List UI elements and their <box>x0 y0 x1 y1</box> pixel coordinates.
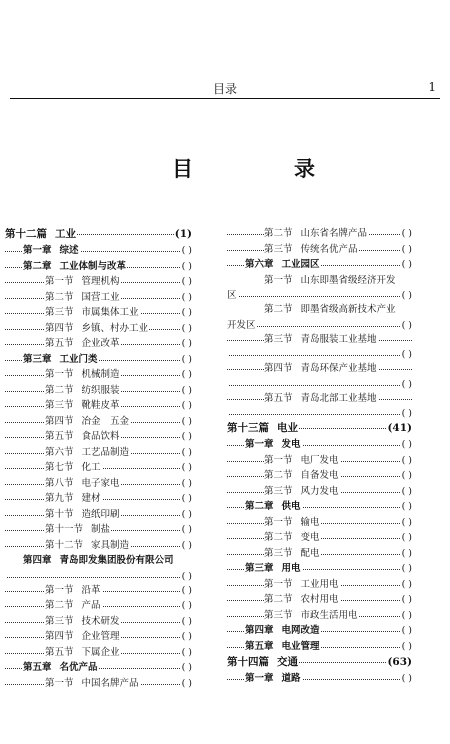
toc-entry[interactable] <box>5 274 192 290</box>
toc-entry-number: 第四节 <box>45 322 74 334</box>
toc-entry-page: ( ) <box>401 639 412 655</box>
toc-entry-number: 第三节 <box>45 400 74 411</box>
toc-entry-number: 第二节 <box>264 470 293 481</box>
toc-entry-number: 第二节 <box>45 600 74 611</box>
toc-entry-label <box>264 594 340 605</box>
toc-entry-label <box>45 338 121 349</box>
toc-entry-number: 第二节 <box>45 384 74 396</box>
toc-entry-label <box>5 228 77 240</box>
toc-entry-title: 靴鞋皮革 <box>81 400 120 411</box>
toc-entry-number: 第五章 <box>23 662 52 673</box>
toc-entry[interactable] <box>5 491 192 507</box>
toc-entry-label <box>264 363 378 374</box>
toc-entry-number: 第三节 <box>264 243 293 255</box>
toc-entry-number: 第五节 <box>264 392 293 404</box>
toc-entry-number: 第四节 <box>45 631 74 642</box>
toc-entry[interactable] <box>5 398 192 414</box>
toc-entry-title: 企业改革 <box>81 338 120 349</box>
running-header <box>10 80 440 99</box>
toc-entry-label <box>245 439 302 450</box>
toc-entry-number: 第一章 <box>23 245 52 256</box>
toc-entry[interactable] <box>227 671 412 687</box>
toc-title: 目 录 <box>172 157 355 181</box>
toc-entry-number: 第一章 <box>245 439 274 450</box>
toc-entry[interactable] <box>5 290 192 306</box>
toc-entry-title: 市政生活用电 <box>300 609 358 621</box>
toc-entry-label <box>45 616 121 627</box>
toc-entry[interactable] <box>227 468 412 484</box>
toc-entry-number: 第五节 <box>45 646 74 658</box>
toc-entry-number: 第五节 <box>45 338 74 349</box>
toc-entry[interactable] <box>227 515 412 531</box>
toc-entry-page: ( ) <box>181 507 192 523</box>
toc-right-column <box>227 226 412 687</box>
toc-entry-title: 工业园区 <box>281 259 320 270</box>
toc-entry[interactable] <box>227 592 412 608</box>
toc-entry-page: ( ) <box>181 290 192 306</box>
toc-entry-title: 配电 <box>300 547 320 559</box>
toc-entry-number: 第九节 <box>45 493 74 504</box>
toc-entry-page: ( ) <box>401 484 412 500</box>
toc-entry-label <box>264 304 397 315</box>
toc-entry[interactable] <box>5 321 192 337</box>
toc-entry-label <box>23 555 175 566</box>
toc-entry-title: 工业用电 <box>300 578 339 590</box>
toc-entry-page: ( ) <box>181 538 192 554</box>
toc-entry-title: 名优产品 <box>59 662 98 673</box>
toc-entry-number: 第三章 <box>245 563 274 574</box>
toc-entry[interactable] <box>227 347 412 361</box>
toc-entry-page: (1) <box>174 226 192 243</box>
toc-entry[interactable] <box>5 429 192 445</box>
toc-entry-page: ( ) <box>181 367 192 383</box>
toc-entry[interactable] <box>5 522 192 538</box>
toc-entry-title: 青岛北部工业基地 <box>300 392 377 404</box>
toc-entry-title: 电业管理 <box>281 640 320 652</box>
toc-entry-page: ( ) <box>181 476 192 492</box>
toc-entry-label <box>45 447 130 458</box>
toc-entry[interactable] <box>227 226 412 242</box>
toc-entry-page: ( ) <box>401 257 412 273</box>
toc-entry-page: ( ) <box>181 522 192 538</box>
toc-entry-label <box>45 307 140 318</box>
toc-entry-page: ( ) <box>401 453 412 469</box>
toc-entry-label <box>23 261 127 272</box>
toc-entry-number: 第十二篇 <box>5 228 47 240</box>
toc-entry-title: 工业门类 <box>59 353 98 365</box>
toc-entry[interactable] <box>5 507 192 523</box>
toc-entry-label <box>264 610 359 621</box>
toc-entry[interactable] <box>227 530 412 546</box>
toc-entry-page: ( ) <box>181 598 192 614</box>
toc-entry-title: 化工 <box>81 462 101 473</box>
toc-entry-title: 技术研发 <box>81 615 120 627</box>
toc-entry[interactable] <box>5 583 192 599</box>
toc-entry-title: 山东即墨省级经济开发 <box>300 274 396 286</box>
toc-entry[interactable] <box>5 243 192 259</box>
toc-entry-number: 第二章 <box>245 501 274 512</box>
toc-entry-label <box>264 579 340 590</box>
toc-entry-page: ( ) <box>401 530 412 546</box>
toc-entry-label <box>264 228 368 239</box>
toc-entry-page: ( ) <box>181 321 192 337</box>
toc-entry[interactable] <box>5 226 192 243</box>
toc-entry[interactable] <box>227 391 412 407</box>
toc-entry-page: ( ) <box>401 515 412 531</box>
toc-entry-number: 第一节 <box>45 276 74 287</box>
toc-entry-label <box>45 647 121 658</box>
toc-entry[interactable] <box>227 499 412 515</box>
toc-entry-label <box>5 571 6 582</box>
toc-entry-label <box>264 393 378 404</box>
toc-entry-label <box>45 540 130 551</box>
toc-entry-page: ( ) <box>401 318 412 334</box>
toc-entry[interactable] <box>227 608 412 624</box>
toc-entry-label <box>45 276 121 287</box>
toc-entry-title: 造纸印刷 <box>81 508 120 520</box>
toc-entry-number: 第十一节 <box>45 524 84 535</box>
toc-entry-number: 第三节 <box>45 615 74 627</box>
toc-entry-number: 第十节 <box>45 508 74 520</box>
toc-entry-number: 第二节 <box>45 291 74 303</box>
toc-entry-label <box>45 431 121 442</box>
toc-entry-number: 第一节 <box>45 369 74 380</box>
toc-entry-number: 第一节 <box>45 677 74 689</box>
toc-entry-label <box>264 517 321 528</box>
toc-entry[interactable] <box>5 259 192 275</box>
toc-entry-number: 第三节 <box>264 333 293 345</box>
toc-entry-number: 第二章 <box>23 260 52 272</box>
toc-entry[interactable] <box>227 654 412 671</box>
toc-entry-title: 中国名牌产品 <box>81 677 139 689</box>
toc-entry-page: ( ) <box>181 383 192 399</box>
toc-entry-title: 综述 <box>59 245 79 256</box>
toc-entry-number: 第二节 <box>264 532 293 543</box>
toc-entry-title: 区 <box>227 290 237 301</box>
toc-entry[interactable] <box>5 445 192 461</box>
toc-entry-number: 第六节 <box>45 446 74 458</box>
toc-entry-number: 第四节 <box>45 415 74 427</box>
toc-entry[interactable] <box>5 476 192 492</box>
toc-entry[interactable] <box>5 336 192 352</box>
toc-entry-title: 产品 <box>81 600 101 611</box>
toc-entry-title: 纺织服装 <box>81 384 120 396</box>
toc-entry-page: ( ) <box>401 623 412 639</box>
toc-entry-page: ( ) <box>401 561 412 577</box>
toc-entry-label <box>23 354 99 365</box>
toc-entry-number: 第十三篇 <box>227 422 269 434</box>
toc-entry-title: 工艺品制造 <box>81 446 130 458</box>
toc-entry-label <box>45 323 149 334</box>
toc-entry-number: 第三章 <box>23 353 52 365</box>
toc-entry[interactable] <box>227 453 412 469</box>
toc-entry-page: ( ) <box>401 499 412 515</box>
toc-entry-page: ( ) <box>401 592 412 608</box>
toc-entry-page: ( ) <box>401 608 412 624</box>
toc-entry[interactable] <box>227 437 412 453</box>
toc-entry[interactable] <box>227 561 412 577</box>
toc-entry-page: ( ) <box>181 460 192 476</box>
toc-entry-title: 国营工业 <box>81 291 120 303</box>
toc-entry-title: 家具制造 <box>91 539 130 551</box>
toc-entry-label <box>45 585 102 596</box>
toc-entry-label <box>227 379 228 390</box>
toc-entry-page: ( ) <box>181 676 192 692</box>
toc-entry-page: ( ) <box>181 491 192 507</box>
toc-entry-label <box>45 524 111 535</box>
toc-entry-label <box>45 400 121 411</box>
toc-entry-page: ( ) <box>181 336 192 352</box>
toc-entry[interactable] <box>227 484 412 500</box>
toc-entry-number: 第五节 <box>45 431 74 442</box>
toc-entry-number: 第三节 <box>264 485 293 497</box>
toc-entry-label <box>264 486 340 497</box>
toc-entry-page: ( ) <box>181 352 192 368</box>
toc-entry-label <box>227 422 299 434</box>
toc-entry-title: 风力发电 <box>300 485 339 497</box>
toc-entry[interactable] <box>5 645 192 661</box>
toc-entry-title: 用电 <box>281 563 301 574</box>
toc-entry-label <box>45 678 140 689</box>
toc-entry-title: 发电 <box>281 439 301 450</box>
toc-entry-label <box>227 408 228 419</box>
toc-entry-number: 第六章 <box>245 259 274 270</box>
toc-entry-title: 市属集体工业 <box>81 307 139 318</box>
toc-entry-label <box>23 662 99 673</box>
toc-entry-number: 第一节 <box>264 578 293 590</box>
toc-entry-page: ( ) <box>401 437 412 453</box>
toc-entry-number: 第七节 <box>45 462 74 473</box>
toc-entry[interactable] <box>5 414 192 430</box>
toc-entry[interactable] <box>5 538 192 554</box>
toc-entry-title: 制盐 <box>91 524 111 535</box>
toc-entry-label <box>45 631 121 642</box>
toc-entry-title: 交通 <box>277 656 298 668</box>
toc-entry-label <box>45 462 102 473</box>
toc-entry-title: 食品饮料 <box>81 431 120 442</box>
toc-entry-page: ( ) <box>181 660 192 676</box>
toc-entry-number: 第二节 <box>264 594 293 605</box>
toc-entry-title: 电业 <box>277 422 298 434</box>
toc-entry-label <box>227 320 257 331</box>
toc-entry-page: ( ) <box>181 645 192 661</box>
toc-entry-number: 第四节 <box>264 363 293 374</box>
toc-entry-title: 下属企业 <box>81 646 120 658</box>
toc-entry[interactable] <box>5 660 192 676</box>
toc-entry[interactable] <box>227 318 412 332</box>
toc-entry[interactable] <box>227 332 412 348</box>
toc-entry[interactable] <box>227 302 412 318</box>
toc-entry-label <box>45 600 102 611</box>
toc-entry-label <box>45 292 121 303</box>
toc-entry[interactable] <box>227 242 412 258</box>
toc-entry-page: ( ) <box>181 274 192 290</box>
toc-entry[interactable] <box>227 546 412 562</box>
toc-entry-number: 第一节 <box>264 454 293 466</box>
toc-entry-page: ( ) <box>401 288 412 304</box>
toc-entry[interactable] <box>5 352 192 368</box>
toc-entry-page: ( ) <box>401 377 412 393</box>
toc-entry-number: 第三节 <box>264 547 293 559</box>
toc-entry-title: 青岛环保产业基地 <box>300 363 377 374</box>
toc-entry-label <box>264 548 321 559</box>
toc-entry-title: 电厂发电 <box>300 454 339 466</box>
toc-entry-page: ( ) <box>401 468 412 484</box>
toc-entry-title: 电网改造 <box>281 625 320 636</box>
toc-entry[interactable] <box>227 420 412 437</box>
toc-entry-title: 电子家电 <box>81 477 120 489</box>
toc-entry[interactable] <box>5 367 192 383</box>
toc-entry[interactable] <box>5 676 192 692</box>
toc-entry[interactable] <box>5 460 192 476</box>
toc-entry-number: 第一节 <box>45 584 74 596</box>
toc-entry[interactable] <box>5 614 192 630</box>
toc-entry-page: ( ) <box>401 406 412 422</box>
toc-entry-number: 第八节 <box>45 477 74 489</box>
toc-entry-page: ( ) <box>401 242 412 258</box>
toc-entry-title: 机械制造 <box>81 369 120 380</box>
toc-entry[interactable] <box>5 598 192 614</box>
toc-entry-page: ( ) <box>181 445 192 461</box>
toc-entry[interactable] <box>5 305 192 321</box>
toc-entry-title: 乡镇、村办工业 <box>81 322 149 334</box>
toc-entry[interactable] <box>227 257 412 273</box>
toc-entry[interactable] <box>227 288 412 302</box>
toc-entry-label <box>264 334 378 345</box>
toc-entry-number: 第一节 <box>264 274 293 286</box>
toc-entry-label <box>264 275 397 286</box>
header-title: 目录 <box>212 82 237 96</box>
toc-entry-label <box>227 290 238 301</box>
toc-entry-page: ( ) <box>401 577 412 593</box>
toc-entry-title: 企业管理 <box>81 631 120 642</box>
toc-entry-title: 变电 <box>300 532 320 543</box>
toc-entry-number: 第四章 <box>245 625 274 636</box>
toc-entry[interactable] <box>227 377 412 391</box>
toc-entry-label <box>245 625 321 636</box>
toc-entry-label <box>264 244 359 255</box>
toc-entry-title: 冶金 五金 <box>81 415 130 427</box>
toc-entry-page: ( ) <box>181 569 192 585</box>
toc-entry-title: 输电 <box>300 516 320 528</box>
toc-entry-label <box>264 455 340 466</box>
toc-entry-label <box>23 245 80 256</box>
toc-entry-title: 工业体制与改革 <box>59 260 127 272</box>
toc-entry-title: 道路 <box>281 673 301 684</box>
toc-entry[interactable] <box>227 577 412 593</box>
toc-entry-title: 青岛服装工业基地 <box>300 333 377 345</box>
toc-entry-label <box>45 385 121 396</box>
toc-entry-label <box>45 478 121 489</box>
toc-entry-page: ( ) <box>181 629 192 645</box>
toc-entry-title: 沿革 <box>81 584 101 596</box>
toc-entry-number: 第二节 <box>264 228 293 239</box>
toc-entry-page: ( ) <box>401 671 412 687</box>
toc-entry-page: ( ) <box>181 398 192 414</box>
toc-entry-title: 自备发电 <box>300 470 339 481</box>
toc-entry-title: 山东省名牌产品 <box>300 228 368 239</box>
toc-entry-page: ( ) <box>401 546 412 562</box>
toc-entry-number: 第三节 <box>264 609 293 621</box>
toc-entry-title: 管理机构 <box>81 276 120 287</box>
toc-entry-page: ( ) <box>181 614 192 630</box>
toc-entry-page: ( ) <box>181 305 192 321</box>
toc-entry-label <box>45 369 121 380</box>
toc-entry-label <box>264 532 321 543</box>
toc-entry-number: 第三节 <box>45 307 74 318</box>
toc-entry-label <box>245 259 321 270</box>
toc-entry[interactable] <box>227 406 412 420</box>
toc-entry-title: 开发区 <box>227 319 256 331</box>
toc-entry[interactable] <box>5 553 192 569</box>
toc-entry[interactable] <box>227 623 412 639</box>
toc-entry-page: ( ) <box>401 226 412 242</box>
toc-entry-number: 第一章 <box>245 673 274 684</box>
toc-entry-number: 第五章 <box>245 640 274 652</box>
toc-entry-page: (41) <box>386 420 412 437</box>
toc-entry-label <box>45 509 121 520</box>
toc-entry-page: ( ) <box>181 429 192 445</box>
toc-left-column <box>5 226 192 691</box>
toc-entry-page: ( ) <box>181 414 192 430</box>
toc-entry-title: 工业 <box>55 228 76 240</box>
toc-entry-number: 第四章 <box>23 555 52 566</box>
toc-entry-label <box>227 656 299 668</box>
toc-entry-number: 第十四篇 <box>227 656 269 668</box>
toc-entry-number: 第一节 <box>264 516 293 528</box>
toc-entry[interactable] <box>5 629 192 645</box>
toc-entry[interactable] <box>227 639 412 655</box>
toc-entry-label <box>245 563 302 574</box>
toc-entry-label <box>45 416 130 427</box>
toc-entry-label <box>245 641 321 652</box>
page-number: 1 <box>428 80 436 94</box>
toc-entry-title: 传统名优产品 <box>300 243 358 255</box>
toc-entry-page: ( ) <box>181 583 192 599</box>
toc-entry[interactable] <box>5 383 192 399</box>
toc-entry-title: 供电 <box>281 501 301 512</box>
toc-entry-label <box>245 673 302 684</box>
toc-entry-title: 青岛即发集团股份有限公司 <box>59 555 174 566</box>
toc-entry-page: (63) <box>386 654 412 671</box>
toc-entry-title: 建材 <box>81 493 101 504</box>
toc-entry-label <box>45 493 102 504</box>
toc-entry-label <box>264 470 340 481</box>
toc-entry-label <box>227 349 228 360</box>
toc-entry[interactable] <box>5 569 192 583</box>
toc-entry-page: ( ) <box>181 243 192 259</box>
toc-entry-label <box>245 501 302 512</box>
toc-entry[interactable] <box>227 361 412 377</box>
toc-entry-page: ( ) <box>401 347 412 363</box>
toc-entry-number: 第十二节 <box>45 539 84 551</box>
toc-entry-page: ( ) <box>181 259 192 275</box>
toc-entry-title: 农村用电 <box>300 594 339 605</box>
toc-entry[interactable] <box>227 273 412 289</box>
toc-entry-title: 即墨省级高新技术产业 <box>300 304 396 315</box>
toc-entry-number: 第二节 <box>264 304 293 315</box>
